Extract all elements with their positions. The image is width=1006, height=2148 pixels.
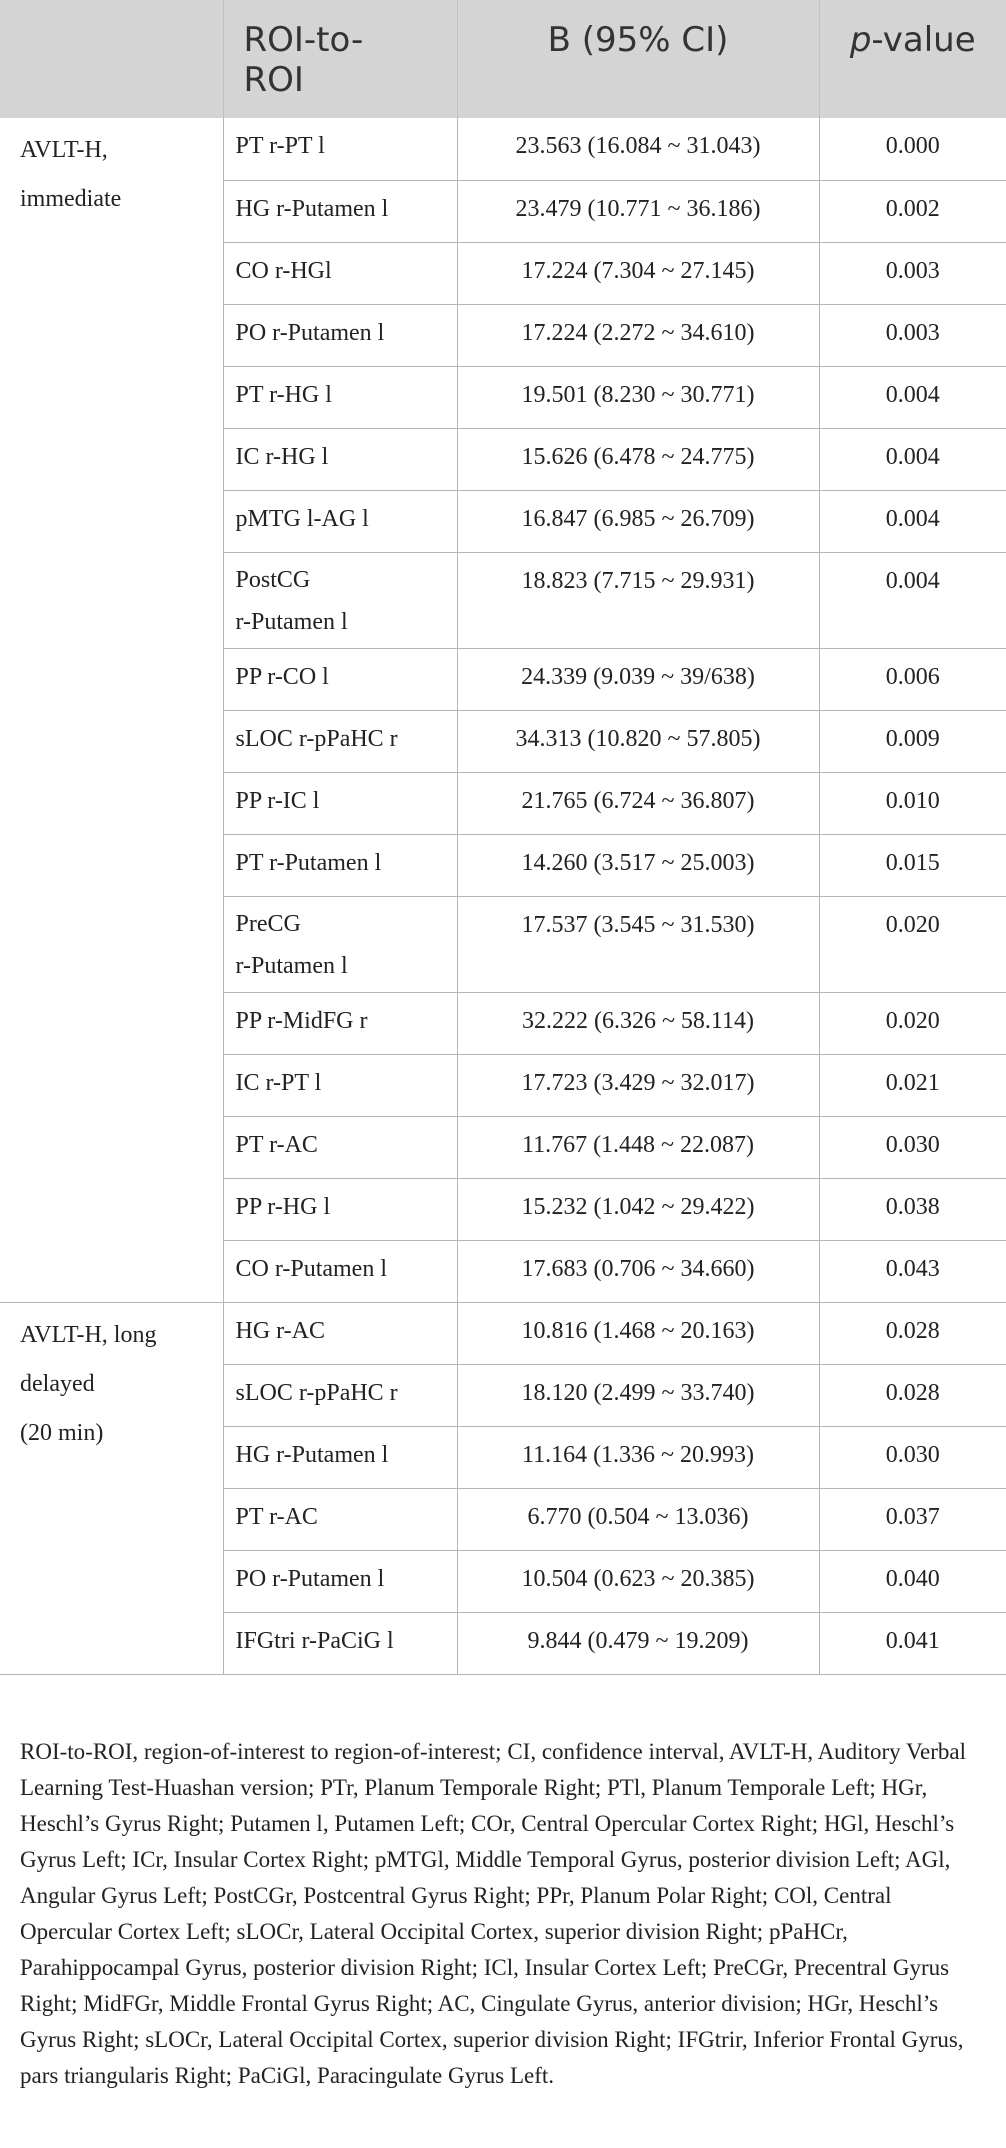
table-footnote: ROI-to-ROI, region-of-interest to region-of-interest; CI, confidence interval, AVLT-H, Auditory Verbal Learning Test-Huashan version; PTr, Planum Temporale Right; PTl, Planum Temporale Left; HGr, Heschl’s Gyrus Right; Putamen l, Putamen Left; COr, Central Opercular Cortex Right; HGl, Heschl’s Gyrus Left; ICr, Insular Cortex Right; pMTGl, Middle Temporal Gyrus, posterior division Left; AGl, Angular Gyrus Left; PostCGr, Postcentral Gyrus Right; PPr, Planum Polar Right; COl, Central Opercular Cortex Left; sLOCr, Lateral Occipital Cortex, superior division Right; pPaHCr, Parahippocampal Gyrus, posterior division Right; ICl, Insular Cortex Left; PreCGr, Precentral Gyrus Right; MidFGr, Middle Frontal Gyrus Right; AC, Cingulate Gyrus, anterior division; HGr, Heschl’s Gyrus Right; sLOCr, Lateral Occipital Cortex, superior division Right; IFGtrir, Inferior Frontal Gyrus, pars triangularis Right; PaCiGl, Paracingulate Gyrus Left.: [20, 1739, 966, 2088]
p-value-cell: 0.030: [819, 1116, 1006, 1178]
b-ci-cell: 17.537 (3.545 ~ 31.530): [457, 896, 819, 992]
roi-pair-cell: PT r-AC: [223, 1116, 457, 1178]
b-ci-cell: 10.816 (1.468 ~ 20.163): [457, 1302, 819, 1364]
p-value-cell: 0.028: [819, 1302, 1006, 1364]
roi-pair-cell: PP r-CO l: [223, 648, 457, 710]
b-ci-cell: 18.120 (2.499 ~ 33.740): [457, 1364, 819, 1426]
b-ci-cell: 32.222 (6.326 ~ 58.114): [457, 992, 819, 1054]
p-value-cell: 0.009: [819, 710, 1006, 772]
roi-pair-cell: PO r-Putamen l: [223, 304, 457, 366]
header-p-italic: p: [849, 20, 872, 60]
roi-pair-cell: PT r-HG l: [223, 366, 457, 428]
header-roi: [223, 0, 457, 118]
roi-pair-cell: HG r-Putamen l: [223, 1426, 457, 1488]
p-value-cell: 0.028: [819, 1364, 1006, 1426]
roi-pair-line: PostCG: [235, 566, 311, 593]
b-ci-cell: 11.767 (1.448 ~ 22.087): [457, 1116, 819, 1178]
b-ci-cell: 23.563 (16.084 ~ 31.043): [457, 118, 819, 180]
p-value-cell: 0.010: [819, 772, 1006, 834]
roi-pair-cell: PP r-IC l: [223, 772, 457, 834]
p-value-cell: 0.041: [819, 1612, 1006, 1674]
group-label-line: AVLT-H, long: [20, 1321, 157, 1348]
table-header: [0, 0, 1006, 118]
b-ci-cell: 21.765 (6.724 ~ 36.807): [457, 772, 819, 834]
roi-pair-cell: [223, 896, 457, 992]
roi-pair-cell: PP r-HG l: [223, 1178, 457, 1240]
b-ci-cell: 24.339 (9.039 ~ 39/638): [457, 648, 819, 710]
p-value-cell: 0.004: [819, 366, 1006, 428]
roi-pair-cell: PT r-PT l: [223, 118, 457, 180]
b-ci-cell: 18.823 (7.715 ~ 29.931): [457, 552, 819, 648]
header-roi-line2: ROI: [243, 60, 304, 100]
p-value-cell: 0.004: [819, 428, 1006, 490]
header-p-rest: -value: [871, 20, 976, 60]
p-value-cell: 0.043: [819, 1240, 1006, 1302]
b-ci-cell: 23.479 (10.771 ~ 36.186): [457, 180, 819, 242]
b-ci-cell: 16.847 (6.985 ~ 26.709): [457, 490, 819, 552]
p-value-cell: 0.037: [819, 1488, 1006, 1550]
p-value-cell: 0.002: [819, 180, 1006, 242]
group-label-line: AVLT-H,: [20, 137, 108, 163]
p-value-cell: 0.004: [819, 552, 1006, 648]
header-b-ci: B (95% CI): [457, 0, 819, 118]
roi-pair-cell: sLOC r-pPaHC r: [223, 1364, 457, 1426]
table-body: [0, 118, 1006, 1674]
b-ci-cell: 14.260 (3.517 ~ 25.003): [457, 834, 819, 896]
roi-pair-line: r-Putamen l: [235, 952, 348, 979]
roi-pair-cell: sLOC r-pPaHC r: [223, 710, 457, 772]
p-value-cell: 0.003: [819, 304, 1006, 366]
b-ci-cell: 19.501 (8.230 ~ 30.771): [457, 366, 819, 428]
p-value-cell: 0.038: [819, 1178, 1006, 1240]
header-row: [0, 0, 1006, 118]
p-value-cell: 0.021: [819, 1054, 1006, 1116]
group-label: [0, 118, 223, 1302]
p-value-cell: 0.003: [819, 242, 1006, 304]
b-ci-cell: 6.770 (0.504 ~ 13.036): [457, 1488, 819, 1550]
roi-pair-cell: HG r-AC: [223, 1302, 457, 1364]
p-value-cell: 0.020: [819, 896, 1006, 992]
b-ci-cell: 17.224 (2.272 ~ 34.610): [457, 304, 819, 366]
roi-pair-cell: PP r-MidFG r: [223, 992, 457, 1054]
b-ci-cell: 17.683 (0.706 ~ 34.660): [457, 1240, 819, 1302]
roi-pair-cell: CO r-HGl: [223, 242, 457, 304]
header-group-empty: [0, 0, 223, 118]
group-label-line: delayed: [20, 1370, 95, 1397]
table-row: [0, 1302, 1006, 1364]
p-value-cell: 0.040: [819, 1550, 1006, 1612]
b-ci-cell: 11.164 (1.336 ~ 20.993): [457, 1426, 819, 1488]
roi-pair-line: PreCG: [235, 910, 301, 937]
table-row: [0, 118, 1006, 180]
group-label-line: (20 min): [20, 1419, 104, 1446]
roi-pair-cell: PO r-Putamen l: [223, 1550, 457, 1612]
b-ci-cell: 17.723 (3.429 ~ 32.017): [457, 1054, 819, 1116]
p-value-cell: 0.004: [819, 490, 1006, 552]
group-label-line: immediate: [20, 186, 122, 212]
roi-pair-cell: pMTG l-AG l: [223, 490, 457, 552]
roi-pair-cell: IC r-HG l: [223, 428, 457, 490]
roi-pair-cell: CO r-Putamen l: [223, 1240, 457, 1302]
b-ci-cell: 15.626 (6.478 ~ 24.775): [457, 428, 819, 490]
roi-pair-cell: IC r-PT l: [223, 1054, 457, 1116]
p-value-cell: 0.015: [819, 834, 1006, 896]
b-ci-cell: 9.844 (0.479 ~ 19.209): [457, 1612, 819, 1674]
p-value-cell: 0.030: [819, 1426, 1006, 1488]
p-value-cell: 0.020: [819, 992, 1006, 1054]
roi-pair-cell: [223, 552, 457, 648]
roi-pair-line: r-Putamen l: [235, 608, 348, 635]
header-roi-line1: ROI-to-: [243, 20, 364, 60]
b-ci-cell: 34.313 (10.820 ~ 57.805): [457, 710, 819, 772]
header-p-value: [819, 0, 1006, 118]
roi-pair-cell: PT r-AC: [223, 1488, 457, 1550]
roi-pair-cell: HG r-Putamen l: [223, 180, 457, 242]
b-ci-cell: 10.504 (0.623 ~ 20.385): [457, 1550, 819, 1612]
b-ci-cell: 15.232 (1.042 ~ 29.422): [457, 1178, 819, 1240]
roi-pair-cell: PT r-Putamen l: [223, 834, 457, 896]
roi-pair-cell: IFGtri r-PaCiG l: [223, 1612, 457, 1674]
p-value-cell: 0.000: [819, 118, 1006, 180]
b-ci-cell: 17.224 (7.304 ~ 27.145): [457, 242, 819, 304]
group-label: [0, 1302, 223, 1674]
p-value-cell: 0.006: [819, 648, 1006, 710]
